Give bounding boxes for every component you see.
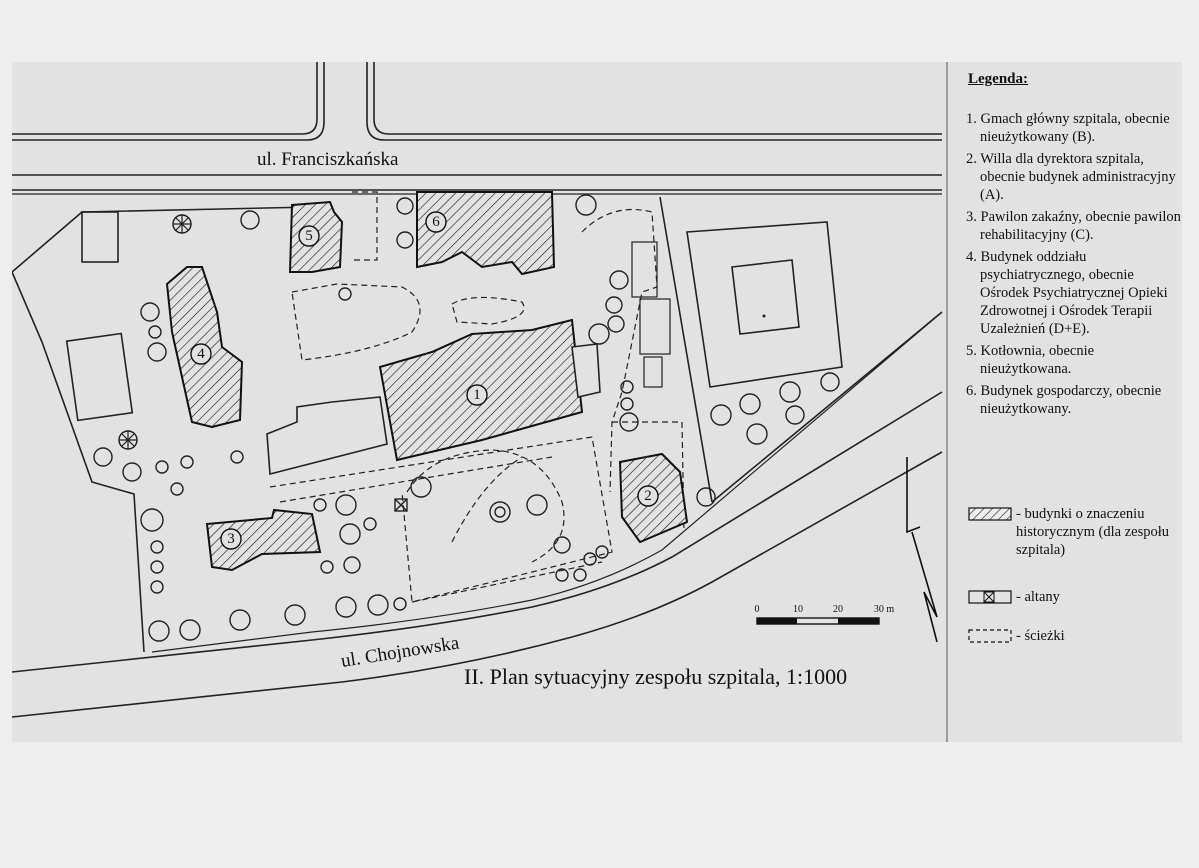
shed-2 [640,299,670,354]
label-building-5: 5 [305,228,313,244]
square-plot [687,222,842,387]
shed-3 [644,357,662,387]
legend-item-6: 6. Budynek gospodarczy, obecnie nieużytkowany. [966,383,1162,417]
street-franciszkanska [12,62,942,194]
outbuilding-nw [82,212,118,262]
fountain [490,502,510,522]
legend-title: Legenda: [968,71,1028,87]
scale-label-30: 30 m [873,604,895,615]
legend [952,70,1182,422]
legend-item-3: 3. Pawilon zakaźny, obecnie pawilon rehabilitacyjny (C). [966,209,1181,243]
legend-symbol-historic [968,505,1176,559]
outbuilding-west [67,333,133,420]
path-swatch-icon [968,629,1012,643]
scale-label-20: 20 [833,604,843,615]
legend-historic-text: - budynki o znaczeniu historycznym (dla zespołu szpitala) [1016,506,1170,558]
legend-item-1: 1. Gmach główny szpitala, obecnie nieużytkowany (B). [966,111,1170,145]
legend-arbors-text: - altany [1016,589,1060,605]
label-building-3: 3 [227,531,235,547]
north-arrow [907,457,937,642]
scale-label-0: 0 [754,604,760,615]
street-label-north: ul. Franciszkańska [257,149,399,170]
scale-bar [755,604,895,624]
legend-item-2: 2. Willa dla dyrektora szpitala, obecnie budynek administracyjny (A). [966,151,1176,203]
label-building-2: 2 [644,488,652,504]
label-building-1: 1 [473,387,481,403]
scale-label-10: 10 [793,604,803,615]
legend-symbol-arbors [968,588,1060,606]
legend-symbol-paths [968,627,1065,645]
legend-item-5: 5. Kotłownia, obecnie nieużytkowana. [966,343,1095,377]
building-1 [267,320,600,474]
legend-item-4: 4. Budynek oddziału psychiatrycznego, obecnie Ośrodek Psychiatrycznej Opieki Zdrowotnej i Ośrodek Terapii Uzależnień (D+E). [966,249,1168,337]
legend-paths-text: - ścieżki [1016,628,1065,644]
hatch-swatch-icon [968,507,1012,521]
arbor-swatch-icon [968,590,1012,604]
site-perimeter [12,207,312,652]
building-6 [417,192,554,274]
arbor [395,499,407,511]
street-label-south: ul. Chojnowska [339,632,461,672]
plan-title: II. Plan sytuacyjny zespołu szpitala, 1:1000 [464,664,848,689]
label-building-6: 6 [432,214,440,230]
label-building-4: 4 [197,346,205,362]
